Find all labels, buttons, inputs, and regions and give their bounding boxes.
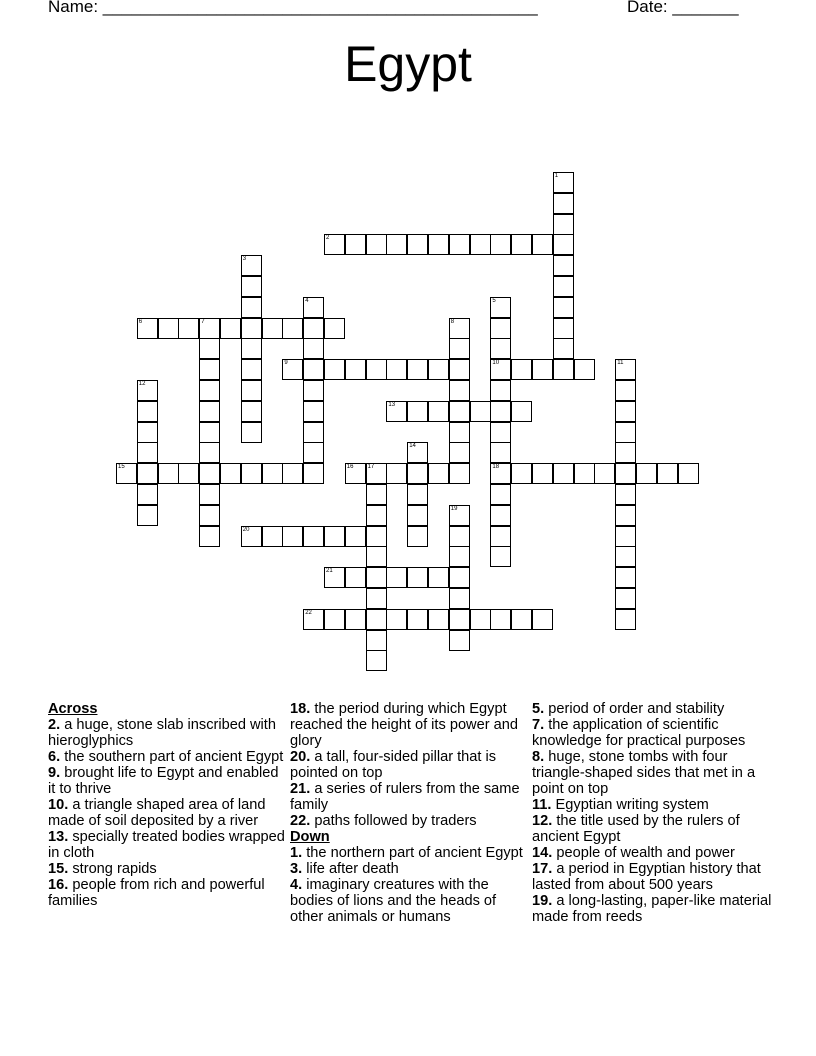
grid-cell [449, 567, 470, 588]
grid-cell [199, 526, 220, 547]
grid-cell [594, 463, 615, 484]
grid-cell [386, 609, 407, 630]
grid-cell [490, 442, 511, 463]
clue-across-18: 18. the period during which Egypt reached the height of its power and glory [290, 701, 518, 749]
clue-down-19: 19. a long-lasting, paper-like material made from reeds [532, 893, 772, 925]
grid-cell [199, 463, 220, 484]
grid-cell [345, 609, 366, 630]
grid-cell [532, 359, 553, 380]
grid-cell [449, 630, 470, 651]
grid-cell [553, 463, 574, 484]
grid-cell [407, 505, 428, 526]
grid-cell [303, 401, 324, 422]
clue-number: 4 [305, 297, 309, 304]
grid-cell [428, 609, 449, 630]
grid-cell [615, 463, 636, 484]
clue-across-2: 2. a huge, stone slab inscribed with hieroglyphics [48, 717, 276, 749]
grid-cell [511, 609, 532, 630]
grid-cell [241, 422, 262, 443]
grid-cell [553, 172, 574, 193]
grid-cell [490, 359, 511, 380]
grid-cell [137, 422, 158, 443]
grid-cell [490, 297, 511, 318]
grid-cell [324, 609, 345, 630]
grid-cell [324, 359, 345, 380]
grid-cell [386, 567, 407, 588]
grid-cell [490, 380, 511, 401]
grid-cell [615, 526, 636, 547]
grid-cell [137, 380, 158, 401]
grid-cell [199, 359, 220, 380]
clue-number: 19 [450, 505, 458, 512]
grid-cell [137, 318, 158, 339]
grid-cell [366, 234, 387, 255]
clue-down-11: 11. Egyptian writing system [532, 797, 709, 813]
clue-number: 16 [346, 464, 354, 471]
grid-cell [282, 318, 303, 339]
grid-cell [366, 359, 387, 380]
grid-cell [490, 338, 511, 359]
grid-cell [490, 505, 511, 526]
clue-number: 14 [409, 443, 416, 450]
grid-cell [407, 609, 428, 630]
grid-cell [428, 463, 449, 484]
grid-cell [241, 255, 262, 276]
clue-number: 1 [554, 173, 559, 179]
grid-cell [553, 297, 574, 318]
grid-cell [615, 505, 636, 526]
grid-cell [220, 463, 241, 484]
grid-cell [137, 401, 158, 422]
grid-cell [449, 401, 470, 422]
grid-cell [490, 318, 511, 339]
grid-cell [324, 318, 345, 339]
grid-cell [241, 318, 262, 339]
grid-cell [407, 401, 428, 422]
grid-cell [615, 588, 636, 609]
grid-cell [449, 505, 470, 526]
grid-cell [241, 401, 262, 422]
grid-cell [366, 505, 387, 526]
grid-cell [615, 546, 636, 567]
clue-down-8: 8. huge, stone tombs with four triangle-shaped sides that met in a point on top [532, 749, 756, 797]
clue-number: 15 [118, 464, 125, 471]
grid-cell [636, 463, 657, 484]
grid-cell [553, 255, 574, 276]
clue-down-7: 7. the application of scientific knowledge for practical purposes [532, 717, 746, 749]
grid-cell [407, 526, 428, 547]
across-heading: Across [48, 701, 98, 717]
clue-down-17: 17. a period in Egyptian history that lasted from about 500 years [532, 861, 761, 893]
clue-across-15: 15. strong rapids [48, 861, 157, 877]
clue-down-12: 12. the title used by the rulers of ancient Egypt [532, 813, 740, 845]
grid-cell [158, 463, 179, 484]
grid-cell [553, 318, 574, 339]
grid-cell [220, 318, 241, 339]
clue-across-9: 9. brought life to Egypt and enabled it to thrive [48, 765, 279, 797]
clue-number: 20 [242, 526, 250, 533]
grid-cell [428, 359, 449, 380]
grid-cell [199, 442, 220, 463]
grid-cell [490, 234, 511, 255]
grid-cell [407, 234, 428, 255]
grid-cell [386, 359, 407, 380]
grid-cell [137, 505, 158, 526]
grid-cell [615, 401, 636, 422]
grid-cell [470, 609, 491, 630]
grid-cell [366, 588, 387, 609]
grid-cell [178, 318, 199, 339]
grid-cell [137, 484, 158, 505]
grid-cell [407, 359, 428, 380]
grid-cell [553, 276, 574, 297]
clue-down-3: 3. life after death [290, 861, 399, 877]
clue-down-4: 4. imaginary creatures with the bodies of lions and the heads of other animals or humans [290, 877, 497, 925]
grid-cell [241, 276, 262, 297]
grid-cell [178, 463, 199, 484]
grid-cell [282, 526, 303, 547]
grid-cell [449, 442, 470, 463]
clue-down-14: 14. people of wealth and power [532, 845, 735, 861]
grid-cell [553, 193, 574, 214]
grid-cell [574, 463, 595, 484]
clue-number: 13 [388, 401, 396, 408]
grid-cell [366, 463, 387, 484]
grid-cell [490, 422, 511, 443]
grid-cell [407, 442, 428, 463]
clue-across-6: 6. the southern part of ancient Egypt [48, 749, 284, 765]
grid-cell [366, 526, 387, 547]
grid-cell [303, 318, 324, 339]
grid-cell [241, 526, 262, 547]
grid-cell [553, 338, 574, 359]
grid-cell [511, 359, 532, 380]
page-title: Egypt [344, 36, 472, 92]
grid-cell [615, 484, 636, 505]
grid-cell [366, 650, 387, 671]
clue-across-22: 22. paths followed by traders [290, 813, 477, 829]
clue-across-21: 21. a series of rulers from the same family [290, 781, 520, 813]
grid-cell [303, 380, 324, 401]
grid-cell [241, 463, 262, 484]
grid-cell [282, 359, 303, 380]
grid-cell [116, 463, 137, 484]
grid-cell [345, 359, 366, 380]
grid-cell [137, 442, 158, 463]
grid-cell [199, 484, 220, 505]
grid-cell [407, 484, 428, 505]
clue-column-1 [48, 701, 286, 909]
grid-cell [386, 234, 407, 255]
grid-cell [490, 526, 511, 547]
clue-across-16: 16. people from rich and powerful families [48, 877, 265, 909]
grid-cell [366, 609, 387, 630]
grid-cell [303, 422, 324, 443]
grid-cell [199, 338, 220, 359]
grid-cell [366, 484, 387, 505]
grid-cell [241, 297, 262, 318]
grid-cell [657, 463, 678, 484]
grid-cell [615, 380, 636, 401]
grid-cell [324, 234, 345, 255]
grid-cell [553, 359, 574, 380]
grid-cell [532, 234, 553, 255]
grid-cell [303, 297, 324, 318]
grid-cell [407, 567, 428, 588]
grid-cell [470, 401, 491, 422]
grid-cell [262, 526, 283, 547]
grid-cell [532, 609, 553, 630]
clue-column-2 [290, 701, 528, 925]
grid-cell [386, 463, 407, 484]
grid-cell [199, 505, 220, 526]
clue-number: 18 [492, 464, 500, 471]
clue-number: 12 [138, 381, 146, 387]
grid-cell [241, 380, 262, 401]
grid-cell [615, 609, 636, 630]
grid-cell [303, 526, 324, 547]
grid-cell [511, 463, 532, 484]
grid-cell [303, 463, 324, 484]
grid-cell [303, 338, 324, 359]
grid-cell [324, 567, 345, 588]
clue-number: 3 [242, 256, 247, 263]
grid-cell [345, 234, 366, 255]
name-field-label: Name: ______________________________________________ [48, 0, 538, 16]
grid-cell [345, 463, 366, 484]
grid-cell [262, 318, 283, 339]
grid-cell [553, 234, 574, 255]
grid-cell [366, 630, 387, 651]
grid-cell [511, 401, 532, 422]
grid-cell [282, 463, 303, 484]
grid-cell [449, 588, 470, 609]
clue-number: 2 [326, 235, 330, 242]
grid-cell [366, 546, 387, 567]
grid-cell [199, 380, 220, 401]
grid-cell [574, 359, 595, 380]
grid-cell [490, 401, 511, 422]
clue-number: 9 [284, 360, 288, 367]
grid-cell [615, 567, 636, 588]
clue-number: 5 [492, 297, 496, 304]
grid-cell [366, 567, 387, 588]
grid-cell [303, 609, 324, 630]
down-heading: Down [290, 829, 330, 845]
grid-cell [345, 526, 366, 547]
grid-cell [490, 546, 511, 567]
clue-number: 8 [450, 318, 455, 325]
clue-across-13: 13. specially treated bodies wrapped in cloth [48, 829, 285, 861]
grid-cell [449, 463, 470, 484]
clue-number: 11 [617, 360, 624, 367]
clue-number: 21 [326, 568, 333, 575]
grid-cell [511, 234, 532, 255]
grid-cell [303, 442, 324, 463]
grid-cell [449, 338, 470, 359]
grid-cell [407, 463, 428, 484]
grid-cell [137, 463, 158, 484]
grid-cell [428, 567, 449, 588]
clue-column-3 [532, 701, 772, 925]
grid-cell [199, 401, 220, 422]
clue-down-5: 5. period of order and stability [532, 701, 725, 717]
grid-cell [303, 359, 324, 380]
clue-across-20: 20. a tall, four-sided pillar that is pointed on top [290, 749, 497, 781]
grid-cell [449, 609, 470, 630]
grid-cell [470, 234, 491, 255]
clue-number: 22 [305, 609, 312, 616]
clue-number: 10 [492, 360, 500, 367]
grid-cell [386, 401, 407, 422]
grid-cell [449, 422, 470, 443]
grid-cell [449, 234, 470, 255]
grid-cell [615, 442, 636, 463]
grid-cell [449, 526, 470, 547]
clue-down-1: 1. the northern part of ancient Egypt [290, 845, 523, 861]
clue-number: 7 [201, 318, 205, 325]
grid-cell [490, 609, 511, 630]
grid-cell [241, 338, 262, 359]
grid-cell [428, 234, 449, 255]
grid-cell [428, 401, 449, 422]
grid-cell [615, 422, 636, 443]
grid-cell [449, 318, 470, 339]
grid-cell [199, 422, 220, 443]
grid-cell [449, 359, 470, 380]
grid-cell [615, 359, 636, 380]
grid-cell [324, 526, 345, 547]
grid-cell [553, 214, 574, 235]
date-field-label: Date: _______ [627, 0, 739, 16]
grid-cell [158, 318, 179, 339]
clue-number: 6 [138, 318, 143, 325]
grid-cell [490, 463, 511, 484]
grid-cell [241, 359, 262, 380]
grid-cell [449, 380, 470, 401]
clue-across-10: 10. a triangle shaped area of land made of soil deposited by a river [48, 797, 266, 829]
clue-number: 17 [367, 464, 375, 471]
grid-cell [490, 484, 511, 505]
grid-cell [345, 567, 366, 588]
grid-cell [199, 318, 220, 339]
grid-cell [532, 463, 553, 484]
grid-cell [262, 463, 283, 484]
grid-cell [449, 546, 470, 567]
grid-cell [678, 463, 699, 484]
